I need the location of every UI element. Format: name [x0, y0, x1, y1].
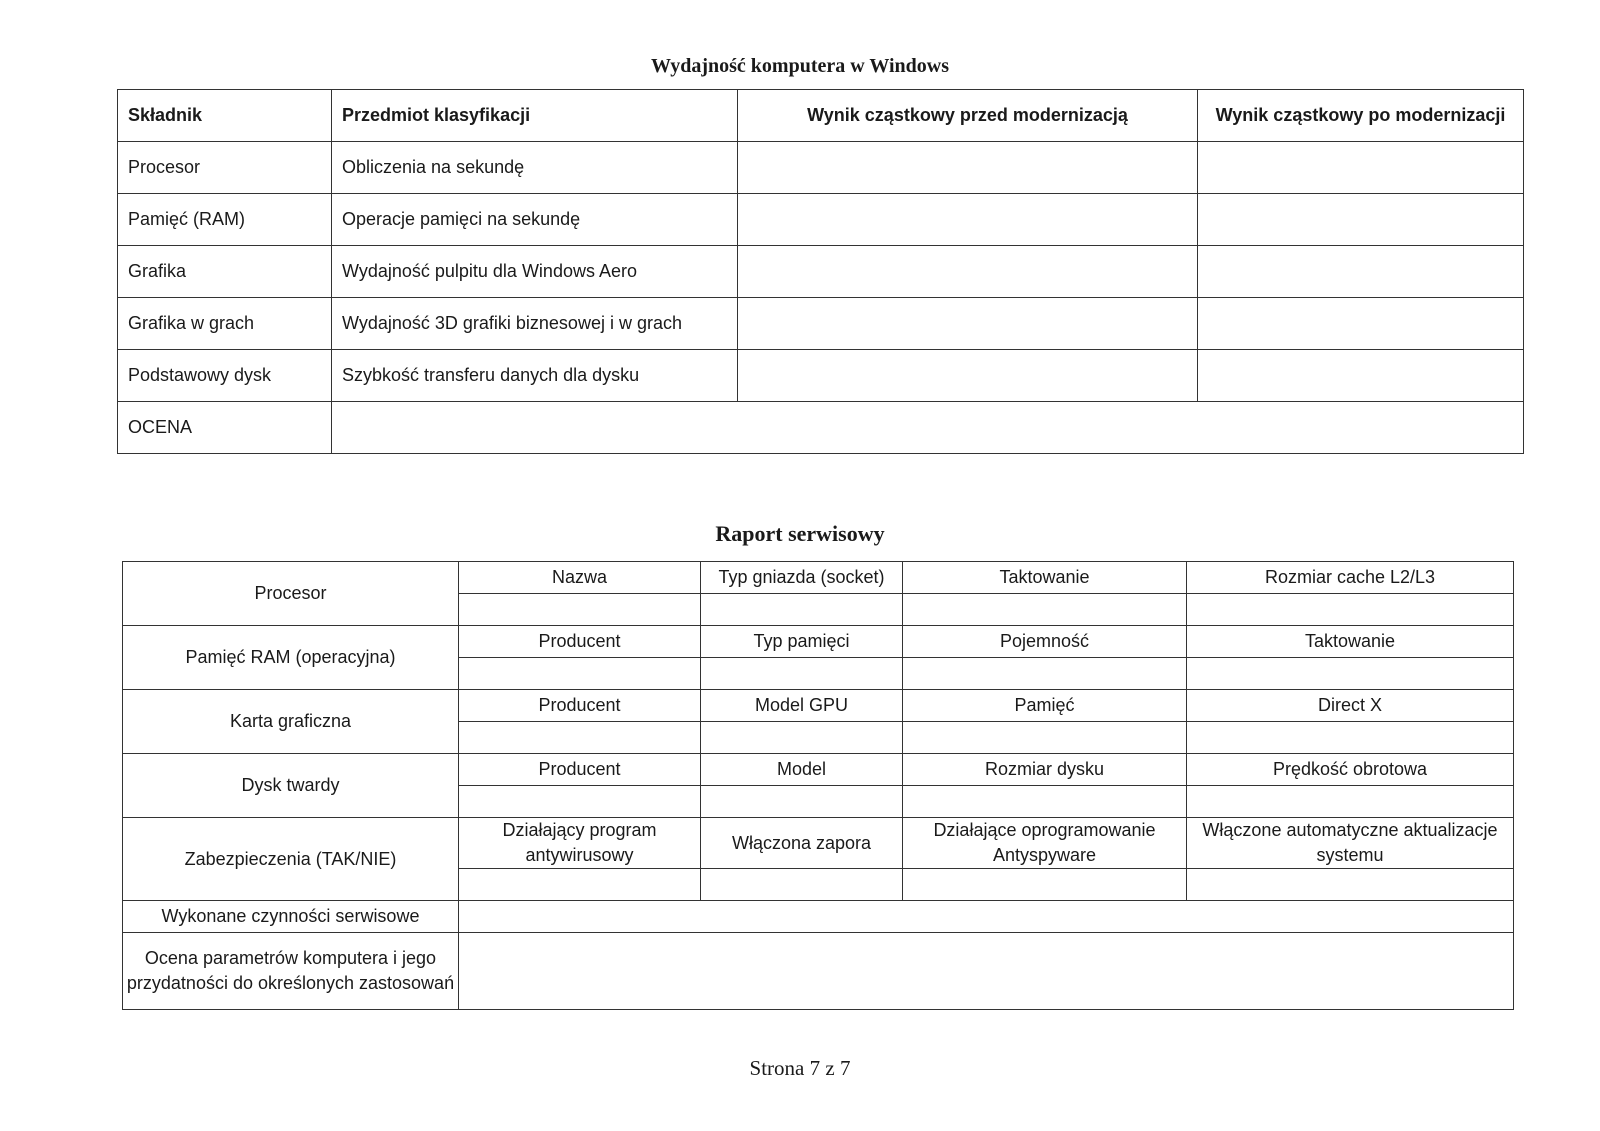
field-value-cell[interactable] — [701, 594, 903, 626]
score-before-cell[interactable] — [738, 350, 1198, 402]
score-before-cell[interactable] — [738, 298, 1198, 350]
actions-value-cell[interactable] — [459, 901, 1514, 933]
score-row — [118, 402, 1524, 454]
field-label: Pamięć — [903, 690, 1187, 722]
actions-label: Wykonane czynności serwisowe — [123, 901, 459, 933]
field-label: Typ gniazda (socket) — [701, 562, 903, 594]
service-report-table — [122, 561, 1514, 1010]
score-before-cell[interactable] — [738, 142, 1198, 194]
field-value-cell[interactable] — [903, 594, 1187, 626]
component-cell: Grafika w grach — [118, 298, 332, 350]
field-value-cell[interactable] — [459, 594, 701, 626]
table-row — [123, 626, 1514, 658]
score-after-cell[interactable] — [1198, 142, 1524, 194]
table-row — [123, 933, 1514, 1010]
field-label: Rozmiar cache L2/L3 — [1187, 562, 1514, 594]
header-after: Wynik cząstkowy po modernizacji — [1198, 90, 1524, 142]
field-value-cell[interactable] — [459, 786, 701, 818]
classification-cell: Obliczenia na sekundę — [332, 142, 738, 194]
classification-cell: Operacje pamięci na sekundę — [332, 194, 738, 246]
evaluation-label: Ocena parametrów komputera i jego przydatności do określonych zastosowań — [123, 933, 459, 1010]
table-row — [123, 754, 1514, 786]
field-label: Model GPU — [701, 690, 903, 722]
score-after-cell[interactable] — [1198, 298, 1524, 350]
table-row — [118, 194, 1524, 246]
field-value-cell[interactable] — [903, 786, 1187, 818]
category-cell: Procesor — [123, 562, 459, 626]
score-before-cell[interactable] — [738, 194, 1198, 246]
field-value-cell[interactable] — [903, 869, 1187, 901]
field-value-cell[interactable] — [1187, 722, 1514, 754]
category-cell: Karta graficzna — [123, 690, 459, 754]
table-row — [118, 142, 1524, 194]
table-row — [118, 298, 1524, 350]
component-cell: Procesor — [118, 142, 332, 194]
score-before-cell[interactable] — [738, 246, 1198, 298]
component-cell: Grafika — [118, 246, 332, 298]
table-row — [123, 690, 1514, 722]
field-value-cell[interactable] — [1187, 869, 1514, 901]
classification-cell: Szybkość transferu danych dla dysku — [332, 350, 738, 402]
field-label: Typ pamięci — [701, 626, 903, 658]
field-value-cell[interactable] — [701, 722, 903, 754]
field-value-cell[interactable] — [701, 786, 903, 818]
performance-header-row — [118, 90, 1524, 142]
field-value-cell[interactable] — [903, 722, 1187, 754]
category-cell: Pamięć RAM (operacyjna) — [123, 626, 459, 690]
field-value-cell[interactable] — [1187, 594, 1514, 626]
field-value-cell[interactable] — [459, 869, 701, 901]
score-label: OCENA — [118, 402, 332, 454]
field-value-cell[interactable] — [903, 658, 1187, 690]
score-value-cell[interactable] — [332, 402, 1524, 454]
field-label: Model — [701, 754, 903, 786]
field-value-cell[interactable] — [1187, 658, 1514, 690]
field-value-cell[interactable] — [701, 658, 903, 690]
header-classification: Przedmiot klasyfikacji — [332, 90, 738, 142]
evaluation-value-cell[interactable] — [459, 933, 1514, 1010]
header-before: Wynik cząstkowy przed modernizacją — [738, 90, 1198, 142]
service-title: Raport serwisowy — [715, 521, 885, 546]
table-row — [123, 901, 1514, 933]
field-label: Taktowanie — [1187, 626, 1514, 658]
field-value-cell[interactable] — [459, 722, 701, 754]
field-label: Producent — [459, 690, 701, 722]
field-label: Rozmiar dysku — [903, 754, 1187, 786]
classification-cell: Wydajność pulpitu dla Windows Aero — [332, 246, 738, 298]
category-cell: Zabezpieczenia (TAK/NIE) — [123, 818, 459, 901]
field-label: Direct X — [1187, 690, 1514, 722]
field-label: Działające oprogramowanie Antyspyware — [903, 818, 1187, 869]
field-label: Działający program antywirusowy — [459, 818, 701, 869]
table-row — [118, 350, 1524, 402]
table-row — [123, 818, 1514, 869]
field-label: Producent — [459, 754, 701, 786]
component-cell: Pamięć (RAM) — [118, 194, 332, 246]
score-after-cell[interactable] — [1198, 246, 1524, 298]
field-label: Producent — [459, 626, 701, 658]
field-label: Włączona zapora — [701, 818, 903, 869]
score-after-cell[interactable] — [1198, 194, 1524, 246]
classification-cell: Wydajność 3D grafiki biznesowej i w grach — [332, 298, 738, 350]
header-component: Składnik — [118, 90, 332, 142]
field-label: Prędkość obrotowa — [1187, 754, 1514, 786]
performance-title: Wydajność komputera w Windows — [650, 55, 950, 77]
field-value-cell[interactable] — [701, 869, 903, 901]
field-label: Włączone automatyczne aktualizacje systemu — [1187, 818, 1514, 869]
category-cell: Dysk twardy — [123, 754, 459, 818]
component-cell: Podstawowy dysk — [118, 350, 332, 402]
field-label: Pojemność — [903, 626, 1187, 658]
field-label: Nazwa — [459, 562, 701, 594]
performance-table — [117, 89, 1524, 454]
field-value-cell[interactable] — [1187, 786, 1514, 818]
table-row — [123, 562, 1514, 594]
page-number: Strona 7 z 7 — [749, 1056, 851, 1080]
table-row — [118, 246, 1524, 298]
field-value-cell[interactable] — [459, 658, 701, 690]
score-after-cell[interactable] — [1198, 350, 1524, 402]
field-label: Taktowanie — [903, 562, 1187, 594]
